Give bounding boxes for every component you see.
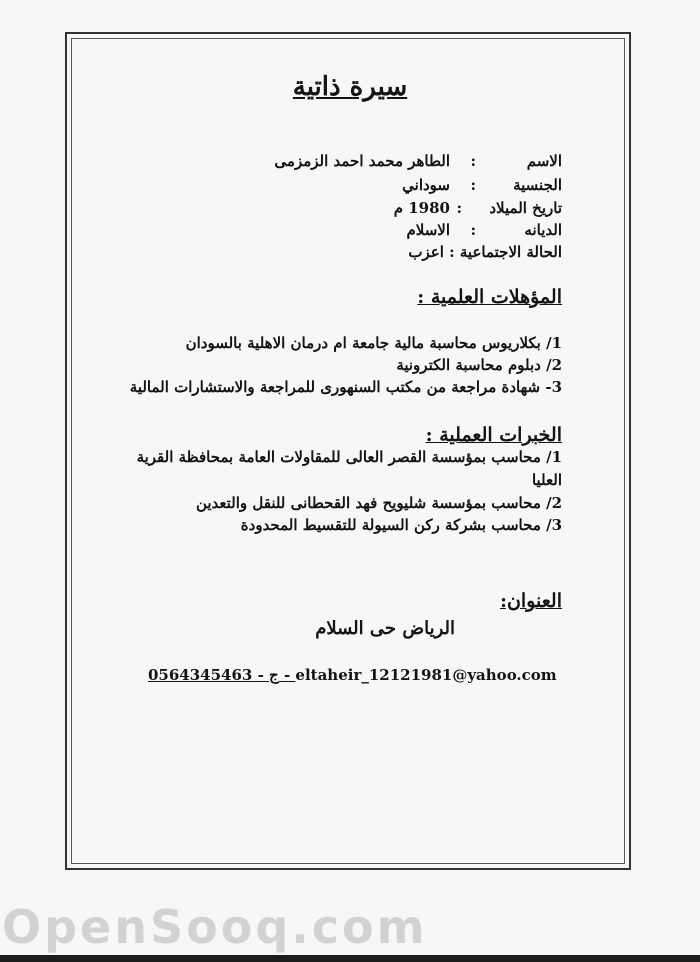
religion-value: الاسلام xyxy=(406,221,450,239)
address-heading: العنوان: xyxy=(499,590,562,612)
document-title: سيرة ذاتية xyxy=(292,72,408,102)
name-label: الاسم xyxy=(526,152,562,170)
qualification-item: 1/ بكلاريوس محاسبة مالية جامعة ام درمان الاهلية بالسودان xyxy=(185,334,562,352)
watermark-logo: OpenSooq.com xyxy=(2,900,428,954)
email-address: eltaheir_12121981@yahoo.com xyxy=(295,666,557,684)
experience-item: 3/ محاسب بشركة ركن السيولة للتقسيط المحدودة xyxy=(240,516,562,534)
nationality-label: الجنسية xyxy=(513,176,562,194)
birth-date-label: تاريخ الميلاد xyxy=(489,199,562,217)
religion-colon: : xyxy=(470,221,476,239)
religion-label: الديانه xyxy=(524,221,562,239)
name-colon: : xyxy=(470,152,476,170)
experience-item: 1/ محاسب بمؤسسة القصر العالى للمقاولات العامة بمحافظة القرية xyxy=(136,448,562,466)
qualifications-heading: المؤهلات العلمية : xyxy=(417,286,562,308)
qualification-item: 3- شهادة مراجعة من مكتب السنهورى للمراجعة والاستشارات المالية xyxy=(129,378,562,396)
phone-number: 0564345463 xyxy=(148,666,253,684)
nationality-value: سوداني xyxy=(402,176,450,194)
nationality-colon: : xyxy=(470,176,476,194)
contact-separator: - ج - xyxy=(252,666,296,684)
address-value: الرياض حى السلام xyxy=(315,618,455,639)
experience-heading: الخبرات العملية : xyxy=(425,424,562,446)
experience-item-continued: العليا xyxy=(531,471,562,489)
name-value: الطاهر محمد احمد الزمزمى xyxy=(274,152,450,170)
birth-date-colon: : xyxy=(456,199,462,217)
qualification-item: 2/ دبلوم محاسبة الكترونية xyxy=(396,356,562,374)
contact-line xyxy=(148,666,557,684)
birth-date-value: 1980 م xyxy=(393,199,450,217)
bottom-bar xyxy=(0,955,700,962)
marital-status-text: الحالة الاجتماعية : اعزب xyxy=(408,243,562,261)
experience-item: 2/ محاسب بمؤسسة شليويح فهد القحطانى للنقل والتعدين xyxy=(195,494,562,512)
